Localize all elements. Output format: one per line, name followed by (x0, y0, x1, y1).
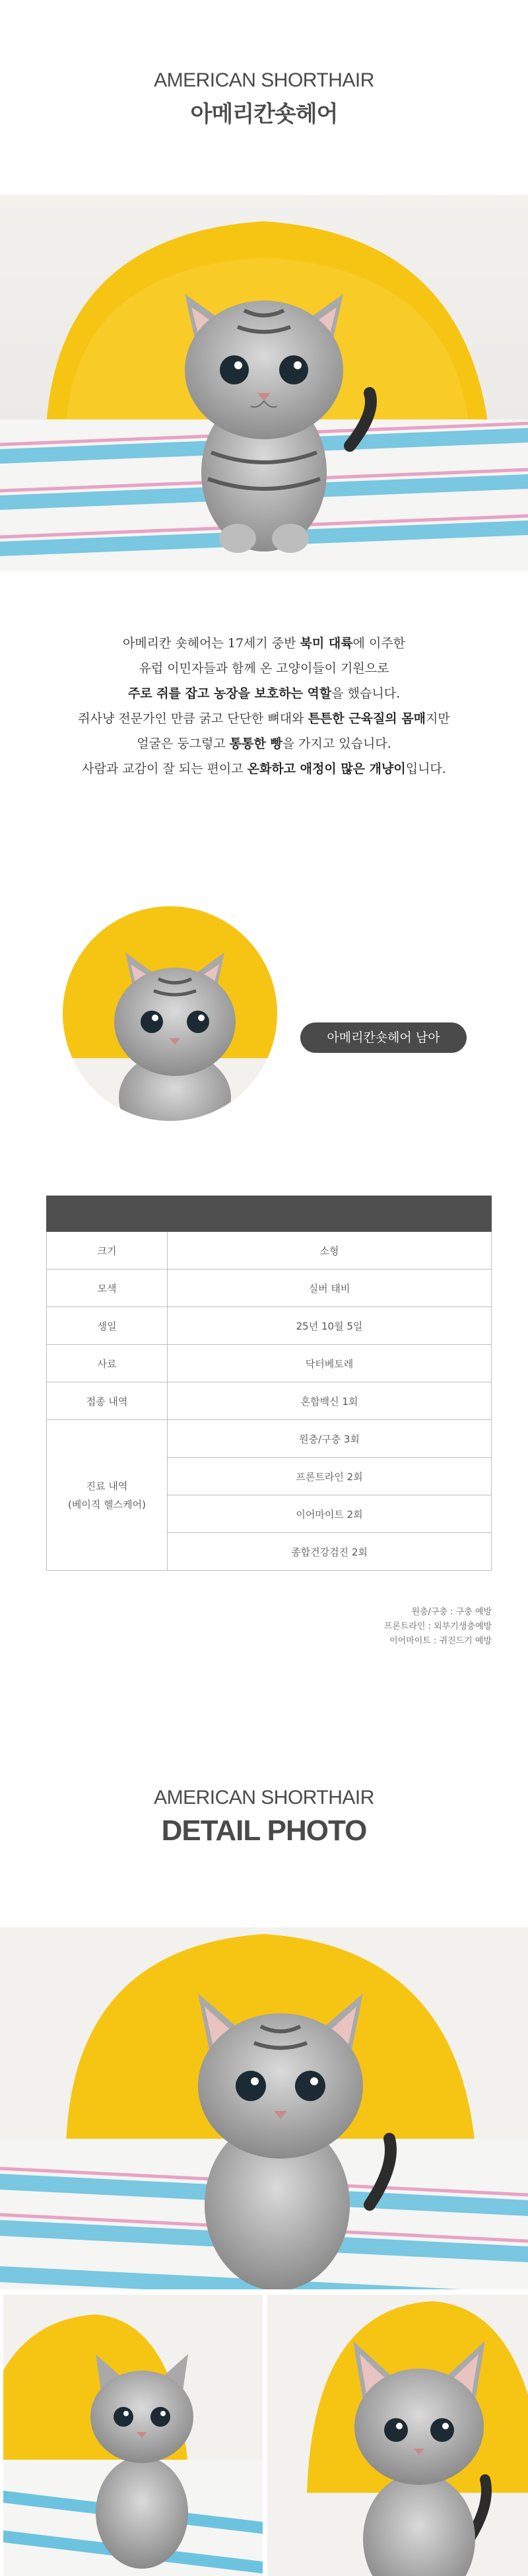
description-highlight: 주로 쥐를 잡고 농장을 보호하는 역할 (127, 686, 332, 701)
table-row (47, 1420, 492, 1458)
breed-description (0, 631, 528, 781)
table-row (47, 1307, 492, 1345)
row-value: 혼합백신 1회 (168, 1382, 492, 1420)
profile-kitten-photo (63, 906, 277, 1121)
row-key: 생일 (47, 1307, 168, 1345)
description-line (0, 706, 528, 731)
row-value: 닥터베토레 (168, 1345, 492, 1382)
description-line (0, 656, 528, 681)
detail-kitten-photo-large (0, 1927, 528, 2289)
kitten-info-table (46, 1196, 492, 1571)
description-text: 을 가지고 있습니다. (282, 736, 391, 751)
table-row (47, 1270, 492, 1307)
care-value: 종합건강검진 2회 (168, 1533, 492, 1571)
description-line (0, 681, 528, 706)
detail-title-english: AMERICAN SHORTHAIR (154, 1787, 374, 1808)
table-header-row (47, 1196, 492, 1232)
description-highlight: 튼튼한 근육질의 몸매 (308, 711, 426, 726)
detail-header (0, 1787, 528, 1847)
note-line: 이어마이트 : 귀진드기 예방 (389, 1636, 492, 1646)
care-key-line2: (베이직 헬스케어) (68, 1498, 146, 1511)
description-highlight: 북미 대륙 (300, 636, 353, 651)
row-key: 접종 내역 (47, 1382, 168, 1420)
description-text: 아메리칸 숏헤어는 17세기 중반 (122, 636, 300, 651)
table-row (47, 1345, 492, 1382)
description-text: 입니다. (405, 762, 446, 776)
row-value: 소형 (168, 1232, 492, 1270)
description-highlight: 통통한 빵 (229, 736, 282, 751)
care-history-key (47, 1420, 168, 1571)
kitten-name-label: 아메리칸숏헤어 남아 (300, 1022, 467, 1053)
note-line: 원충/구충 : 구충 예방 (411, 1607, 492, 1617)
note-line: 프론트라인 : 외부기생충예방 (383, 1622, 492, 1631)
title-english: AMERICAN SHORTHAIR (154, 69, 374, 91)
title-korean: 아메리칸숏헤어 (190, 101, 338, 127)
detail-title-main: DETAIL PHOTO (161, 1814, 367, 1847)
care-value: 이어마이트 2회 (168, 1495, 492, 1533)
description-text: 유럽 이민자들과 함께 온 고양이들이 기원으로 (139, 661, 389, 676)
table-row (47, 1382, 492, 1420)
care-value: 원충/구충 3회 (168, 1420, 492, 1458)
description-text: 사람과 교감이 잘 되는 편이고 (82, 762, 248, 776)
table-row (47, 1232, 492, 1270)
care-value: 프론트라인 2회 (168, 1458, 492, 1495)
description-line (0, 756, 528, 781)
description-text: 에 이주한 (352, 636, 406, 651)
detail-kitten-photo-left (3, 2295, 263, 2576)
care-notes (384, 1605, 492, 1649)
care-key-line1: 진료 내역 (86, 1480, 128, 1492)
row-value: 25년 10월 5일 (168, 1307, 492, 1345)
row-value: 실버 태비 (168, 1270, 492, 1307)
description-text: 지만 (425, 711, 450, 726)
description-text: 얼굴은 둥그렇고 (137, 736, 230, 751)
detail-kitten-photo-right (267, 2295, 528, 2576)
row-key: 모색 (47, 1270, 168, 1307)
description-text: 쥐사냥 전문가인 만큼 굵고 단단한 뼈대와 (78, 711, 308, 726)
row-key: 사료 (47, 1345, 168, 1382)
description-highlight: 온화하고 애정이 많은 개냥이 (247, 762, 406, 776)
main-kitten-photo (0, 195, 528, 571)
page-header (0, 69, 528, 128)
description-text: 을 했습니다. (331, 686, 401, 701)
description-line (0, 631, 528, 656)
row-key: 크기 (47, 1232, 168, 1270)
description-line (0, 731, 528, 756)
